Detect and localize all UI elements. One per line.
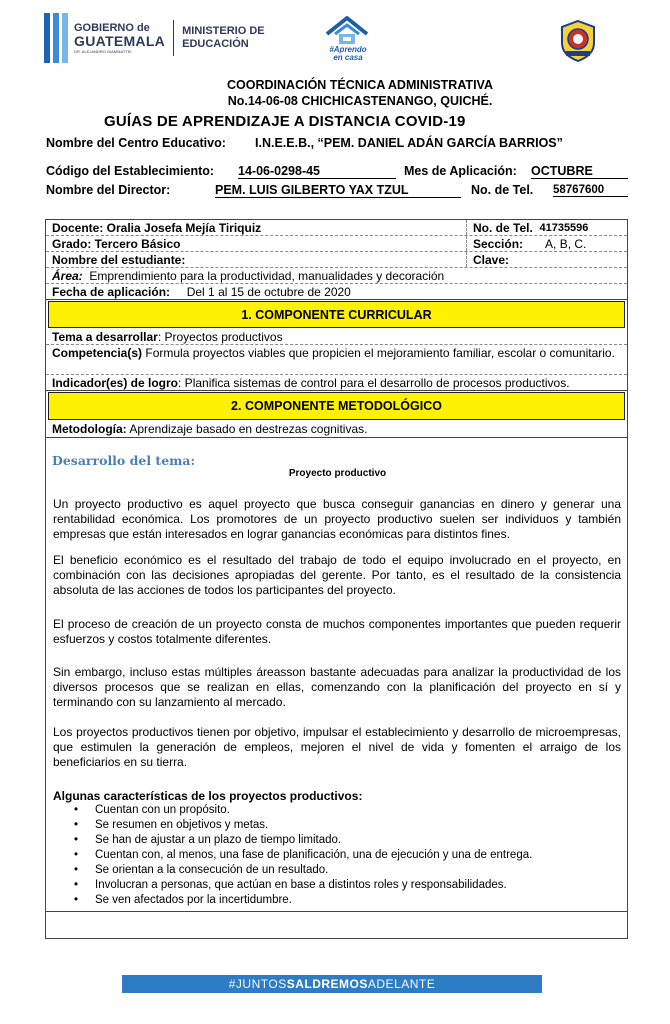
characteristics-title: Algunas características de los proyectos productivos: [53, 789, 363, 803]
list-item: • Se han de ajustar a un plazo de tiempo limitado. [74, 833, 532, 848]
docente-cell: Docente: Oralia Josefa Mejía Tiriquiz [52, 220, 262, 235]
list-item: • Cuentan con, al menos, una fase de planificación, una de ejecución y una de entrega. [74, 848, 532, 863]
director-value: PEM. LUIS GILBERTO YAX TZUL [215, 183, 461, 198]
codigo-value: 14-06-0298-45 [238, 164, 396, 179]
fecha-cell [46, 284, 627, 299]
flag-bars-icon [44, 13, 68, 63]
director-tel-label: No. de Tel. [471, 183, 534, 197]
gov-line3: DR. ALEJANDRO GIAMMATTEI [74, 48, 132, 54]
aprendo-en-casa-text [320, 46, 376, 61]
competencia-row [46, 345, 627, 375]
aprendo-line1: #Aprendo [329, 45, 367, 54]
list-item: • Cuentan con un propósito. [74, 803, 532, 818]
paragraph-4: Sin embargo, incluso estas múltiples áreasson bastante adecuadas para analizar la productividad de los diversos procesos que se realizan en ellas, comenzando con la planificación del proyecto en sí y terminando con su lanzamiento al mercado. [53, 665, 621, 709]
tema-row [46, 329, 627, 345]
gobierno-guatemala-logo [44, 12, 274, 64]
paragraph-5: Los proyectos productivos tienen por objetivo, impulsar el establecimiento y desarrollo de microempresas, que estimulen la generación de empleos, mejoren el nivel de vida y fomenten el arraigo de los beneficiarios en su tierra. [53, 725, 621, 769]
content-divider [46, 911, 627, 912]
content-area [45, 437, 628, 939]
grado-row [46, 236, 627, 252]
competencia-label: Competencia(s) [52, 346, 143, 360]
coordinacion-number: No.14-06-08 CHICHICASTENANGO, QUICHÉ. [227, 94, 493, 108]
list-item: • Se resumen en objetivos y metas. [74, 818, 532, 833]
seccion-label: Sección: [473, 236, 524, 251]
componente-metodologico-banner: 2. COMPONENTE METODOLÓGICO [48, 392, 625, 420]
metodologia-value: Aprendizaje basado en destrezas cognitivas. [126, 422, 368, 436]
ministry-line1: MINISTERIO DE [182, 25, 265, 38]
area-value: Emprendimiento para la productividad, manualidades y decoración [89, 268, 445, 283]
metodologia-label: Metodología: [52, 422, 127, 436]
gov-line2: GUATEMALA [74, 32, 166, 49]
fecha-value: Del 1 al 15 de octubre de 2020 [186, 284, 351, 299]
area-row [46, 268, 627, 284]
institution-seal-icon [558, 19, 598, 63]
docente-tel-label: No. de Tel. [473, 220, 533, 235]
juntos-saldremos-banner [122, 975, 542, 993]
mes-label: Mes de Aplicación: [404, 164, 517, 178]
indicador-value: : Planifica sistemas de control para el desarrollo de procesos productivos. [178, 376, 570, 390]
codigo-label: Código del Establecimiento: [46, 164, 215, 178]
centro-value: I.N.E.E.B., “PEM. DANIEL ADÁN GARCÍA BARRIOS” [255, 136, 563, 150]
clave-cell: Clave: [466, 252, 627, 267]
gov-line1: GOBIERNO de [74, 21, 150, 34]
proyecto-subtitle: Proyecto productivo [288, 468, 387, 479]
coordinacion-title: COORDINACIÓN TÉCNICA ADMINISTRATIVA [227, 78, 493, 92]
list-item: • Se orientan a la consecución de un resultado. [74, 863, 532, 878]
componente-curricular-banner: 1. COMPONENTE CURRICULAR [48, 301, 625, 328]
seccion-cell [466, 236, 627, 251]
guide-title: GUÍAS DE APRENDIZAJE A DISTANCIA COVID-19 [104, 113, 466, 130]
indicador-row [46, 375, 627, 391]
footer-part2: SALDREMOS [286, 977, 368, 991]
list-item: • Involucran a personas, que actúan en base a distintos roles y responsabilidades. [74, 878, 532, 893]
docente-row [46, 220, 627, 236]
desarrollo-title: Desarrollo del tema: [52, 453, 196, 468]
director-label: Nombre del Director: [46, 183, 171, 197]
area-label: Área: [52, 268, 83, 283]
estudiante-row [46, 252, 627, 268]
metodologia-row [46, 421, 627, 437]
director-tel-value: 58767600 [553, 184, 628, 197]
footer-part1: #JUNTOS [228, 977, 287, 991]
ministry-line2: EDUCACIÓN [182, 38, 249, 50]
competencia-value: Formula proyectos viables que propicien el mejoramiento familiar, escolar o comunitario. [142, 346, 615, 360]
mes-value: OCTUBRE [531, 164, 628, 179]
docente-tel-value: 41735596 [539, 221, 589, 234]
characteristics-list [74, 803, 532, 908]
area-cell [46, 268, 627, 283]
list-item: • Se ven afectados por la incertidumbre. [74, 893, 532, 908]
estudiante-cell: Nombre del estudiante: [52, 252, 186, 267]
paragraph-1: Un proyecto productivo es aquel proyecto que busca conseguir ganancias en dinero y generar una rentabilidad económica. Los promotores de un proyecto productivo suelen ser individuos y también empresas que están interesados en lograr ganancias económicas para distintos fines. [53, 497, 621, 541]
tema-label: Tema a desarrollar [52, 330, 158, 344]
aprendo-line2: en casa [333, 52, 363, 62]
guide-table [45, 219, 628, 438]
fecha-row [46, 284, 627, 300]
docente-tel-cell [466, 220, 627, 235]
centro-label: Nombre del Centro Educativo: [46, 136, 226, 150]
grado-cell: Grado: Tercero Básico [52, 236, 181, 251]
indicador-label: Indicador(es) de logro [52, 376, 179, 390]
fecha-label: Fecha de aplicación: [52, 284, 171, 299]
paragraph-3: El proceso de creación de un proyecto consta de muchos componentes importantes que pueden requerir esfuerzos y costos totalmente diferentes. [53, 617, 621, 646]
seccion-value: A, B, C. [545, 236, 587, 251]
logo-divider [173, 20, 174, 56]
tema-value: : Proyectos productivos [157, 330, 283, 344]
paragraph-2: El beneficio económico es el resultado del trabajo de todo el equipo involucrado en el proyecto, en combinación con las decisiones apropiadas del gerente. Por tanto, es el resultado de la consistencia absoluta de las acciones de todos los participantes del proyecto. [53, 553, 621, 597]
footer-part3: ADELANTE [367, 977, 436, 991]
